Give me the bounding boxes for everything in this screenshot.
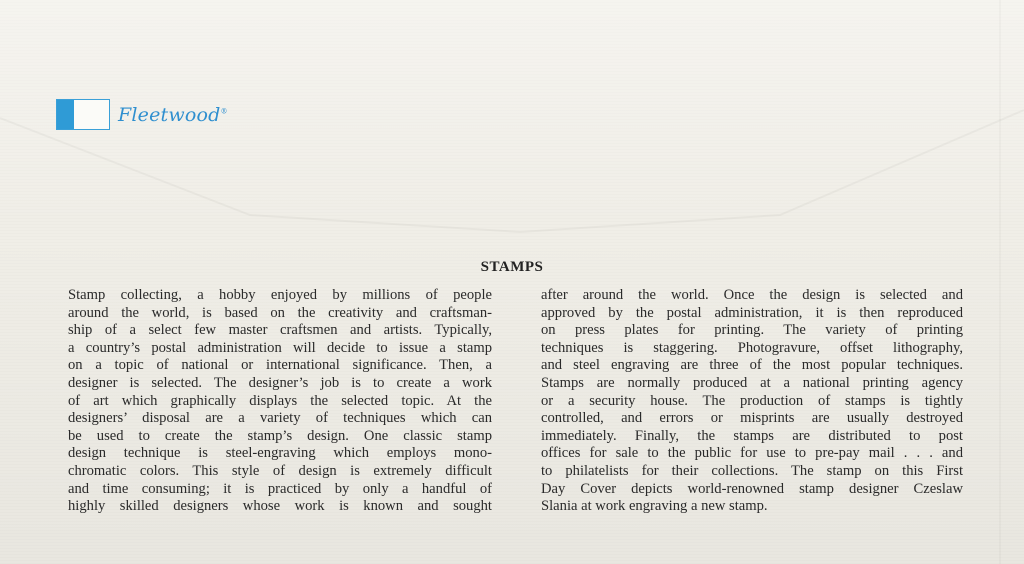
text-line: after around the world. Once the design is selected and: [541, 287, 963, 303]
text-line: Stamps are normally produced at a national printing agency: [541, 374, 963, 391]
text-line: around the world, is based on the creativity and craftsman-: [68, 304, 492, 321]
text-line: Slania at work engraving a new stamp.: [541, 498, 768, 515]
text-line: offices for sale to the public for use to pre-pay mail . . . and: [541, 445, 963, 462]
logo-square-icon: [56, 99, 110, 130]
text-line: on a topic of national or international significance. Then, a: [68, 357, 492, 374]
logo-square-fill: [57, 100, 74, 129]
text-line: of art which graphically displays the selected topic. At the: [68, 392, 492, 409]
logo-brand-text: Fleetwood: [118, 103, 221, 126]
article-title: STAMPS: [480, 259, 544, 275]
text-line: immediately. Finally, the stamps are distributed to post: [541, 427, 963, 444]
text-line: design technique is steel-engraving which employs mono-: [68, 445, 492, 462]
text-line: and steel engraving are three of the most popular techniques.: [541, 357, 963, 374]
article-column-right: [541, 287, 963, 516]
text-line: controlled, and errors or misprints are usually destroyed: [541, 410, 963, 427]
text-line: to philatelists for their collections. The stamp on this First: [541, 462, 963, 479]
logo-registered-mark: ®: [220, 107, 228, 116]
text-line: Stamp collecting, a hobby enjoyed by millions of people: [68, 287, 492, 303]
fleetwood-logo: [56, 99, 228, 130]
text-line: be used to create the stamp’s design. One classic stamp: [68, 427, 492, 444]
article-column-left: [68, 287, 492, 516]
text-line: approved by the postal administration, it is then reproduced: [541, 304, 963, 321]
text-line: Day Cover depicts world-renowned stamp designer Czeslaw: [541, 480, 963, 497]
text-line: designers’ disposal are a variety of techniques which can: [68, 410, 492, 427]
text-line: a country’s postal administration will decide to issue a stamp: [68, 339, 492, 356]
text-line: highly skilled designers whose work is known and sought: [68, 498, 492, 515]
logo-wordmark: [118, 104, 228, 126]
text-line: techniques is staggering. Photogravure, offset lithography,: [541, 339, 963, 356]
text-line: or a security house. The production of stamps is tightly: [541, 392, 963, 409]
text-line: ship of a select few master craftsmen and artists. Typically,: [68, 322, 492, 339]
text-line: designer is selected. The designer’s job is to create a work: [68, 374, 492, 391]
text-line: and time consuming; it is practiced by only a handful of: [68, 480, 492, 497]
text-line: chromatic colors. This style of design is extremely difficult: [68, 462, 492, 479]
text-line: on press plates for printing. The variety of printing: [541, 322, 963, 339]
